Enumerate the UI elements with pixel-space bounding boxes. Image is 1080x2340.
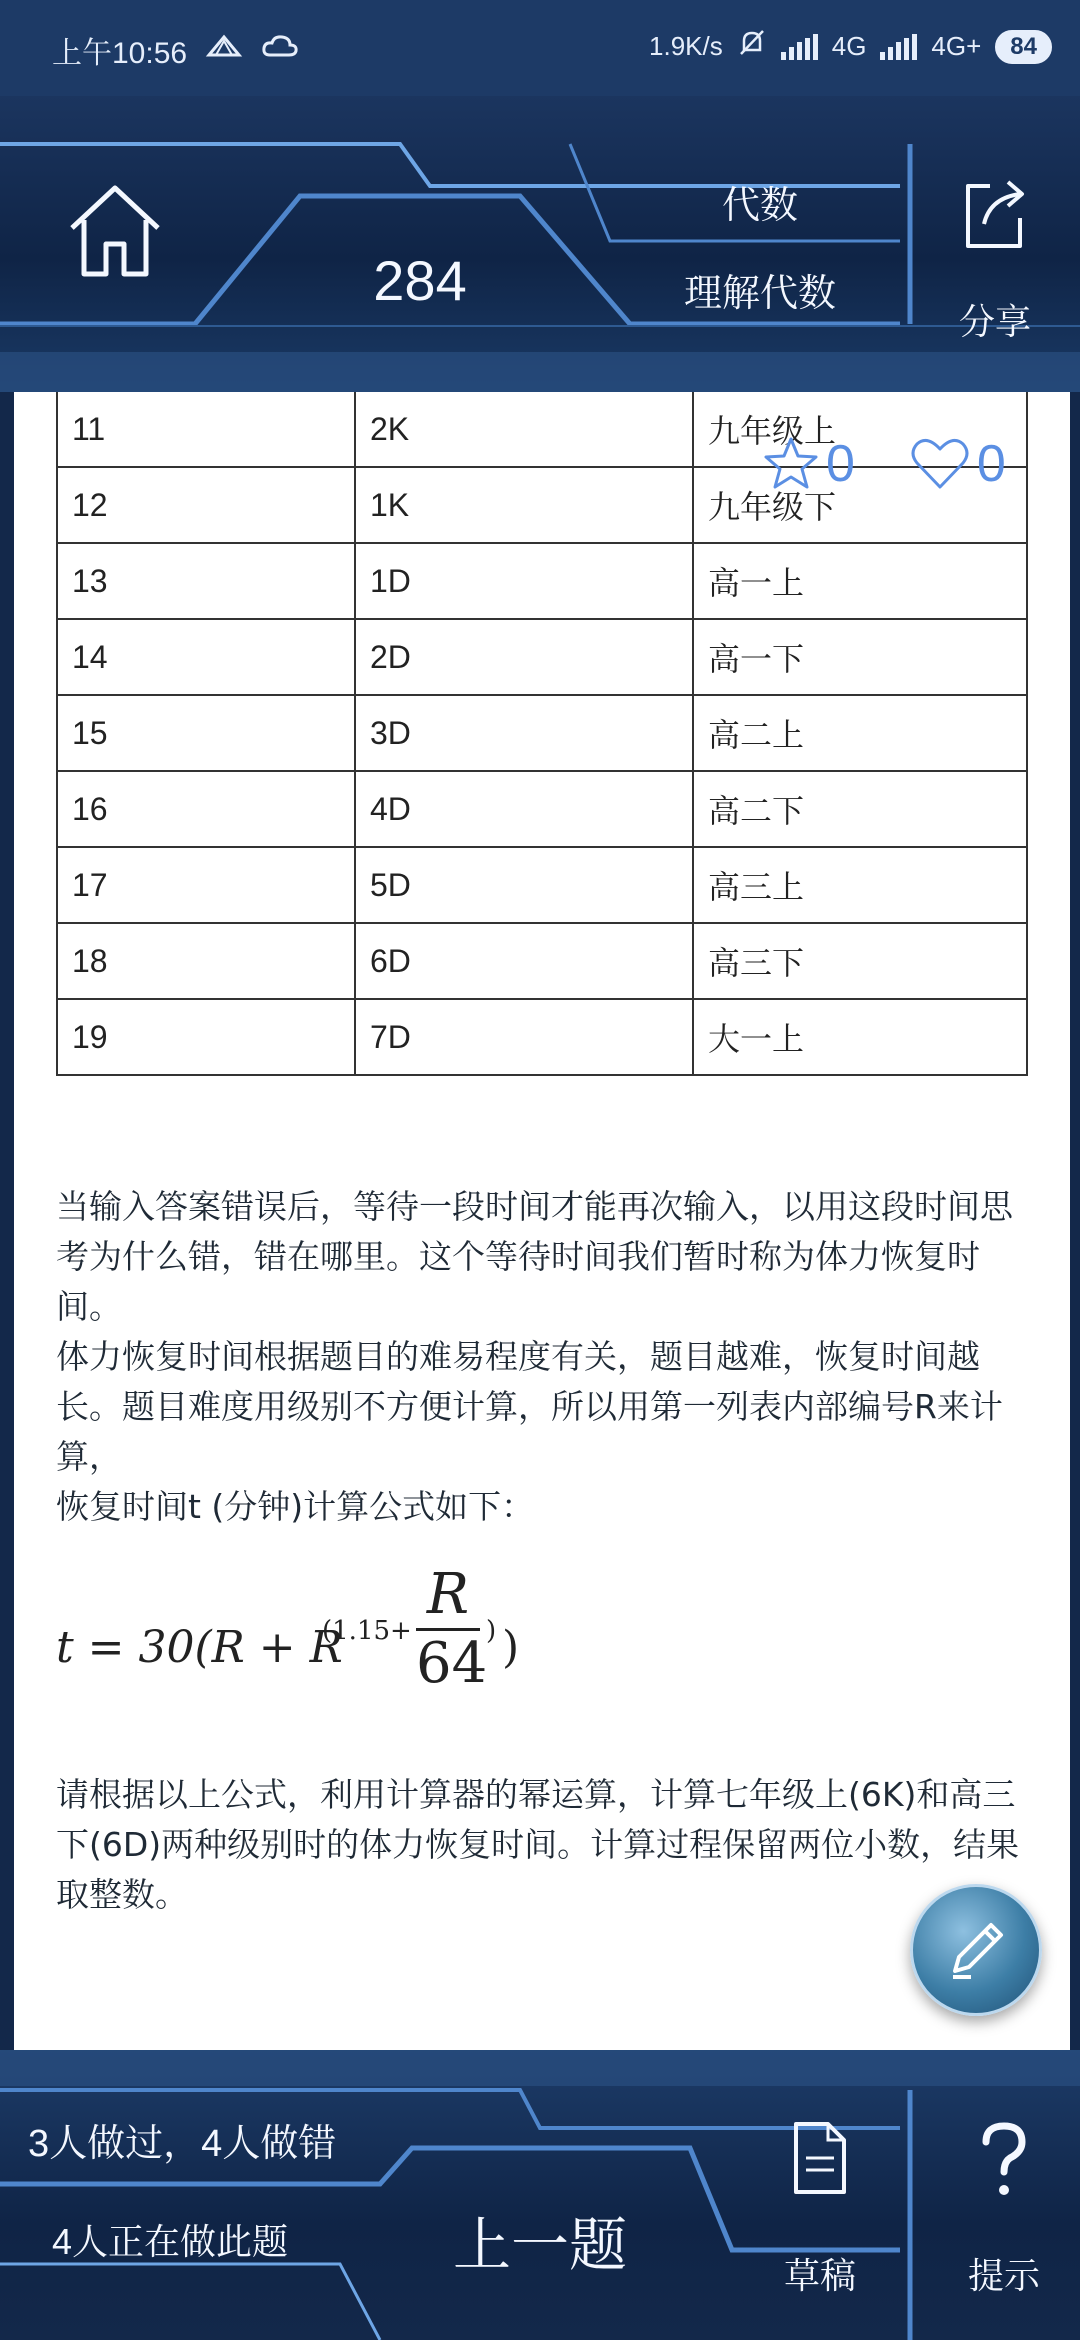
table-cell-grade: 高二上	[693, 695, 1027, 771]
question-text: 请根据以上公式，利用计算器的幂运算，计算七年级上(6K)和高三下(6D)两种级别时的体力恢复时间。计算过程保留两位小数，结果取整数。	[56, 1775, 1020, 1914]
table-cell-grade: 大一上	[693, 999, 1027, 1075]
table-cell-grade: 高三上	[693, 847, 1027, 923]
share-button[interactable]	[930, 166, 1060, 346]
hint-button[interactable]	[948, 2120, 1060, 2310]
favorite-button[interactable]	[762, 434, 855, 494]
hint-label: 提示	[967, 2255, 1040, 2296]
star-icon	[762, 435, 820, 493]
status-time: 上午10:56	[52, 37, 188, 70]
table-cell-id: 16	[57, 771, 355, 847]
pencil-icon	[913, 1887, 1039, 2013]
paragraph-3: 恢复时间t (分钟)计算公式如下：	[56, 1487, 535, 1526]
bottom-frame-decoration	[0, 2050, 1080, 2340]
stats-overlay	[762, 434, 1060, 494]
level-number: 284	[373, 249, 467, 312]
level-table	[56, 392, 1028, 1076]
table-cell-id: 17	[57, 847, 355, 923]
formula-close: )	[502, 1622, 520, 1673]
table-cell-rank: 3D	[355, 695, 693, 771]
category-main[interactable]: 代数	[721, 185, 798, 227]
formula-exponent: (1.15+	[322, 1616, 412, 1646]
cloud-icon	[261, 33, 299, 67]
table-cell-rank: 4D	[355, 771, 693, 847]
attempt-stats: 3人做过，4人做错	[28, 2123, 337, 2165]
formula-fraction	[416, 1562, 488, 1696]
share-icon	[960, 172, 1030, 252]
table-cell-grade: 九年级上	[693, 392, 1027, 467]
like-button[interactable]	[909, 434, 1006, 494]
document-icon	[790, 2120, 850, 2196]
table-cell-id: 15	[57, 695, 355, 771]
table-cell-rank: 5D	[355, 847, 693, 923]
table-cell-id: 18	[57, 923, 355, 999]
table-row	[57, 923, 1027, 999]
home-icon	[60, 176, 170, 286]
paragraph-1: 当输入答案错误后，等待一段时间才能再次输入，以用这段时间思考为什么错，错在哪里。这个等待时间我们暂时称为体力恢复时间。	[56, 1187, 1013, 1326]
table-row	[57, 695, 1027, 771]
table-cell-grade: 高三下	[693, 923, 1027, 999]
home-button[interactable]	[60, 176, 170, 286]
draft-label: 草稿	[783, 2255, 856, 2296]
table-row	[57, 847, 1027, 923]
battery-indicator: 84	[995, 30, 1052, 64]
table-row	[57, 619, 1027, 695]
table-cell-rank: 2D	[355, 619, 693, 695]
table-cell-grade: 九年级下	[693, 467, 1027, 543]
mute-bell-icon	[737, 28, 767, 65]
answer-button[interactable]	[910, 1884, 1042, 2016]
status-bar	[0, 0, 1080, 96]
question-mark-icon	[974, 2120, 1034, 2200]
doing-now-count: 4人正在做此题	[52, 2221, 289, 2262]
table-cell-grade: 高二下	[693, 771, 1027, 847]
table-cell-grade: 高一上	[693, 543, 1027, 619]
heart-icon	[909, 435, 971, 493]
draft-button[interactable]	[760, 2120, 880, 2310]
signal-icon-2	[880, 34, 917, 60]
table-row	[57, 771, 1027, 847]
table-cell-grade: 高一下	[693, 619, 1027, 695]
formula-numerator: R	[426, 1562, 470, 1627]
table-row	[57, 543, 1027, 619]
signal-type-2: 4G+	[931, 31, 982, 61]
question-content	[14, 392, 1070, 2050]
category-sub[interactable]: 理解代数	[683, 273, 836, 315]
table-cell-id: 11	[57, 392, 355, 467]
fan-icon	[205, 33, 243, 67]
signal-icon	[781, 34, 818, 60]
table-row	[57, 999, 1027, 1075]
table-cell-rank: 2K	[355, 392, 693, 467]
formula-exp-close: )	[486, 1616, 497, 1646]
table-cell-id: 12	[57, 467, 355, 543]
previous-question-button[interactable]: 上一题	[452, 2213, 627, 2278]
formula	[56, 1564, 756, 1714]
signal-type-1: 4G	[831, 31, 867, 61]
like-count: 0	[976, 435, 1006, 493]
formula-main: t = 30(R + R	[56, 1622, 343, 1673]
top-navigation	[0, 96, 1080, 392]
table-cell-rank: 1D	[355, 543, 693, 619]
star-count: 0	[826, 435, 855, 493]
formula-denominator: 64	[416, 1631, 488, 1696]
table-cell-id: 19	[57, 999, 355, 1075]
table-cell-rank: 1K	[355, 467, 693, 543]
paragraph-2: 体力恢复时间根据题目的难易程度有关，题目越难，恢复时间越长。题目难度用级别不方便计算，所以用第一列表内部编号R来计算，	[56, 1337, 1003, 1476]
share-label: 分享	[958, 301, 1031, 342]
net-speed: 1.9K/s	[649, 31, 723, 61]
table-cell-id: 14	[57, 619, 355, 695]
table-cell-rank: 6D	[355, 923, 693, 999]
table-cell-rank: 7D	[355, 999, 693, 1075]
bottom-bar	[0, 2050, 1080, 2340]
table-cell-id: 13	[57, 543, 355, 619]
